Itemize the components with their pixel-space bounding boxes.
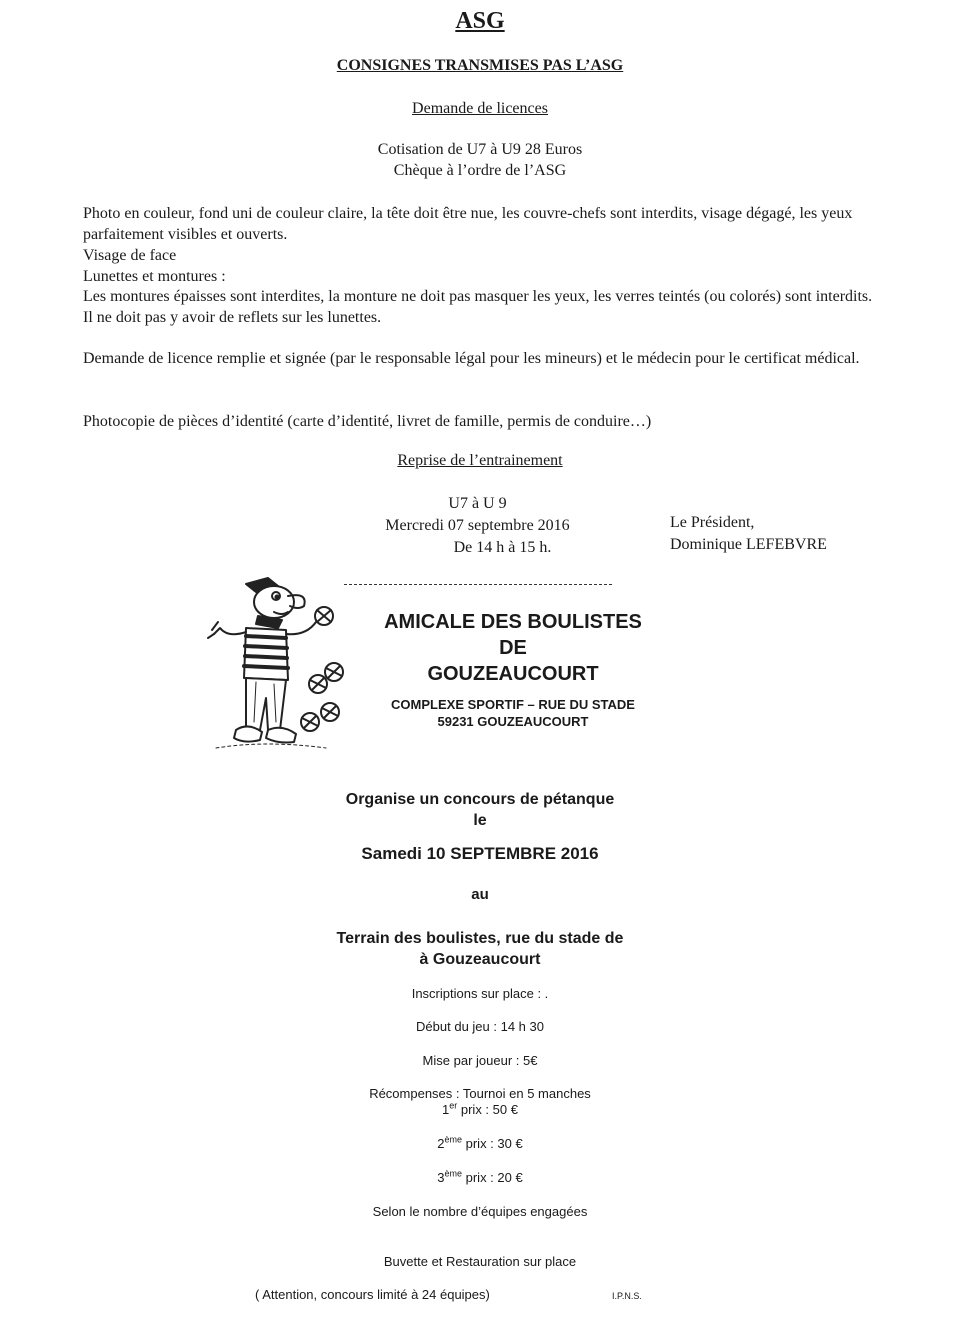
signature-block	[670, 512, 920, 556]
club-name-line2: DE	[499, 637, 527, 659]
le-line: le	[473, 812, 487, 829]
event-location	[0, 928, 960, 970]
entry-fee-info: Mise par joueur : 5€	[422, 1053, 538, 1068]
club-name-line1: AMICALE DES BOULISTES	[384, 611, 642, 633]
event-au: au	[471, 886, 489, 903]
capacity-warning: ( Attention, concours limité à 24 équipes)	[255, 1287, 490, 1302]
rewards-title: Récompenses : Tournoi en 5 manches	[369, 1086, 591, 1101]
signer-name: Dominique LEFEBVRE	[670, 536, 827, 553]
cheque-text: Chèque à l’ordre de l’ASG	[393, 162, 567, 179]
refreshments-info: Buvette et Restauration sur place	[383, 1254, 577, 1269]
training-categories: U7 à U 9	[448, 495, 507, 512]
photo-requirements: Photo en couleur, fond uni de couleur claire, la tête doit être nue, les couvre-chefs sont interdits, visage dégagé, les yeux parfaitement visibles et ouverts.	[83, 205, 853, 243]
lunettes-requirements: Les montures épaisses sont interdites, la monture ne doit pas masquer les yeux, les verres teintés (ou colorés) sont interdits. Il ne doit pas y avoir de reflets sur les lunettes.	[83, 288, 873, 326]
demande-requirement: Demande de licence remplie et signée (par le responsable légal pour les mineurs) et le médecin pour le certificat médical.	[83, 350, 860, 367]
document-subtitle: CONSIGNES TRANSMISES PAS L’ASG	[336, 57, 624, 74]
club-address	[340, 696, 686, 730]
visage-requirement: Visage de face	[83, 247, 177, 264]
event-date: Samedi 10 SEPTEMBRE 2016	[361, 844, 599, 863]
ipns-mark: I.P.N.S.	[612, 1291, 642, 1301]
inscriptions-info: Inscriptions sur place : .	[411, 986, 549, 1001]
licences-heading: Demande de licences	[412, 100, 548, 117]
rewards-info	[0, 1086, 960, 1118]
second-prize: 2ème prix : 30 €	[437, 1134, 523, 1151]
signer-title: Le Président,	[670, 514, 755, 531]
club-name	[340, 609, 686, 687]
lunettes-title: Lunettes et montures :	[83, 268, 226, 285]
event-announcement	[0, 789, 960, 831]
dashed-separator	[344, 584, 612, 585]
third-prize: 3ème prix : 20 €	[437, 1168, 523, 1185]
teams-note: Selon le nombre d’équipes engagées	[372, 1204, 588, 1219]
page-title: ASG	[455, 8, 505, 34]
training-hours: De 14 h à 15 h.	[453, 539, 552, 556]
reprise-heading: Reprise de l’entrainement	[397, 452, 563, 469]
location-line2: à Gouzeaucourt	[419, 951, 541, 968]
location-line1: Terrain des boulistes, rue du stade de	[336, 930, 624, 947]
club-address-line2: 59231 GOUZEAUCOURT	[437, 714, 589, 729]
cotisation-text: Cotisation de U7 à U9 28 Euros	[377, 141, 583, 158]
club-name-line3: GOUZEAUCOURT	[427, 663, 599, 685]
training-schedule	[340, 493, 615, 559]
start-time-info: Début du jeu : 14 h 30	[416, 1019, 544, 1034]
petanque-player-icon	[206, 572, 356, 757]
first-prize: 1er prix : 50 €	[442, 1100, 518, 1117]
photocopie-requirement: Photocopie de pièces d’identité (carte d’identité, livret de famille, permis de conduire…)	[83, 413, 652, 430]
training-date: Mercredi 07 septembre 2016	[385, 517, 570, 534]
organise-line: Organise un concours de pétanque	[345, 791, 615, 808]
club-address-line1: COMPLEXE SPORTIF – RUE DU STADE	[391, 697, 635, 712]
